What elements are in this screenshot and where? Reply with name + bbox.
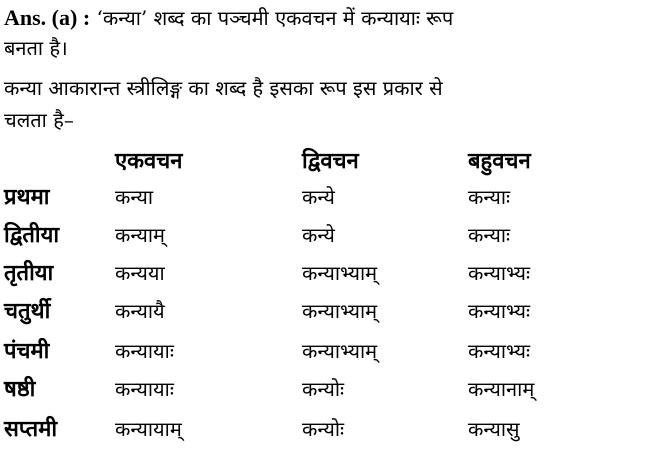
dual-form: कन्याभ्याम् <box>302 339 378 363</box>
singular-form: कन्यायाम् <box>115 417 182 441</box>
singular-form: कन्यायाः <box>115 339 174 363</box>
case-name: तृतीया <box>4 260 54 286</box>
header-dual: द्विवचन <box>302 148 359 174</box>
dual-form: कन्ये <box>302 223 335 247</box>
singular-form: कन्यायाः <box>115 377 174 401</box>
table-row <box>0 182 654 218</box>
plural-form: कन्यासु <box>468 417 520 441</box>
dual-form: कन्ये <box>302 185 335 209</box>
header-singular: एकवचन <box>115 148 183 174</box>
table-row <box>0 336 654 372</box>
answer-text-1: ‘कन्या’ शब्द का पञ्चमी एकवचन में कन्यायाः रूप <box>96 6 454 30</box>
table-row <box>0 414 654 450</box>
plural-form: कन्याः <box>468 223 511 247</box>
dual-form: कन्याभ्याम् <box>302 299 378 323</box>
plural-form: कन्याभ्यः <box>468 299 530 323</box>
answer-line-2: बनता है। <box>4 36 68 60</box>
case-name: प्रथमा <box>4 184 50 210</box>
case-name: द्वितीया <box>4 222 60 248</box>
table-row <box>0 220 654 256</box>
case-name: सप्तमी <box>4 416 58 442</box>
singular-form: कन्याम् <box>115 223 165 247</box>
answer-line-3: कन्या आकारान्त स्त्रीलिङ्ग का शब्द है इसका रूप इस प्रकार से <box>4 76 443 100</box>
table-row <box>0 258 654 294</box>
singular-form: कन्यया <box>115 261 165 285</box>
dual-form: कन्याभ्याम् <box>302 261 378 285</box>
case-name: चतुर्थी <box>4 298 51 324</box>
case-name: पंचमी <box>4 338 50 364</box>
singular-form: कन्या <box>115 185 154 209</box>
table-row <box>0 374 654 410</box>
plural-form: कन्याभ्यः <box>468 339 530 363</box>
answer-label: Ans. (a) : <box>4 5 91 30</box>
dual-form: कन्योः <box>302 377 345 401</box>
plural-form: कन्यानाम् <box>468 377 535 401</box>
singular-form: कन्यायै <box>115 299 165 323</box>
table-row <box>0 296 654 332</box>
header-plural: बहुवचन <box>468 148 531 174</box>
answer-line-1 <box>4 6 453 30</box>
plural-form: कन्याभ्यः <box>468 261 530 285</box>
dual-form: कन्योः <box>302 417 345 441</box>
table-header-row <box>0 146 654 182</box>
answer-line-4: चलता है– <box>4 108 74 132</box>
case-name: षष्ठी <box>4 376 36 402</box>
plural-form: कन्याः <box>468 185 511 209</box>
